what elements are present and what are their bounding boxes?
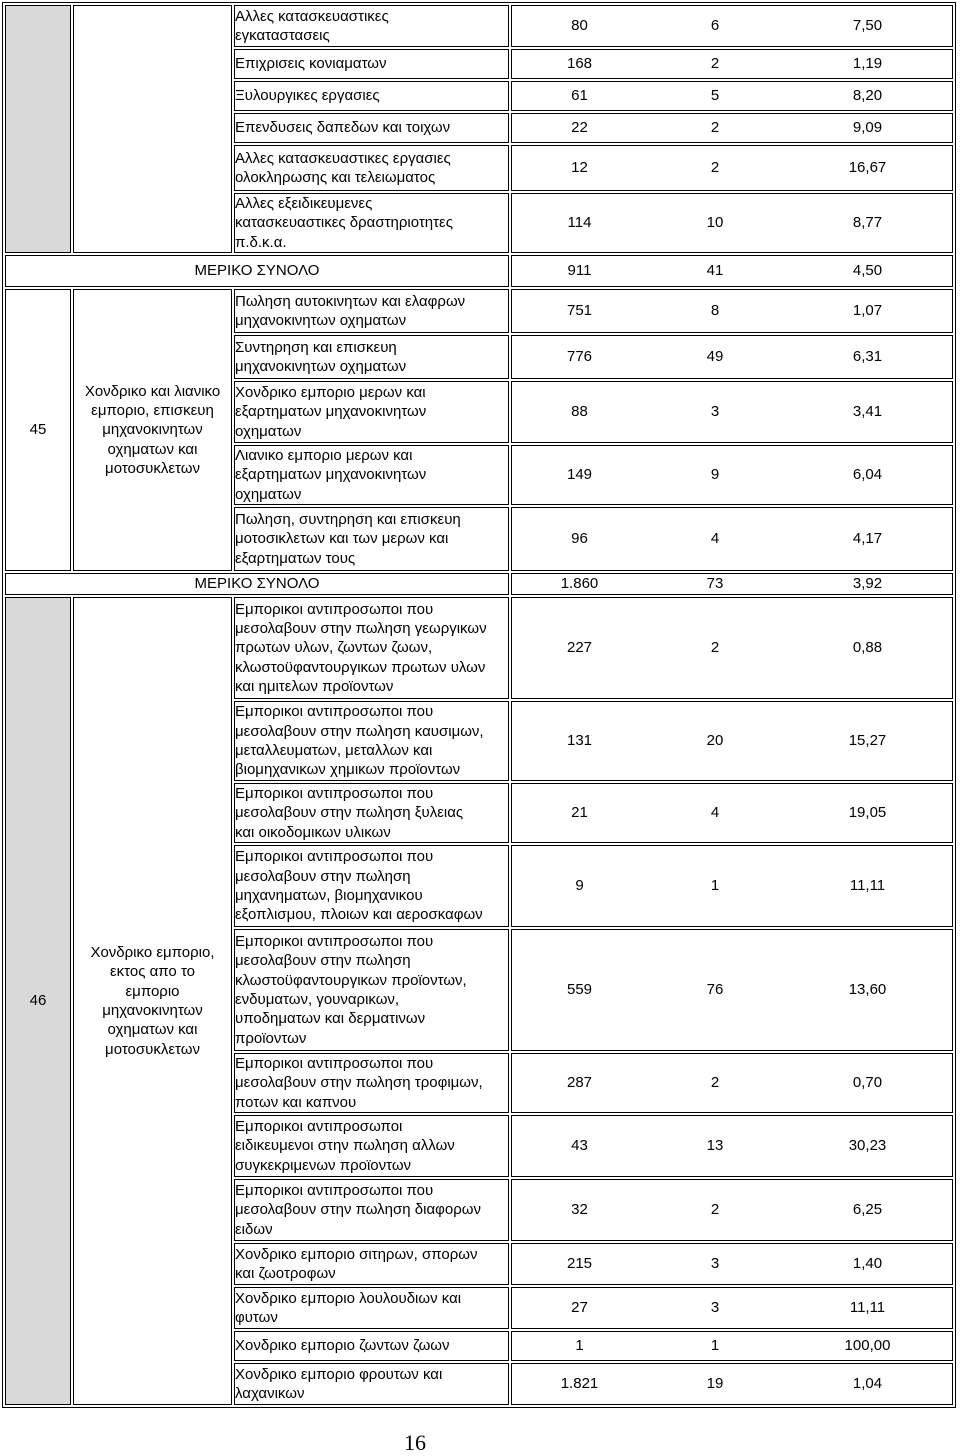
- value-cell: 1.860: [560, 575, 599, 593]
- value-cell: 149: [566, 466, 593, 484]
- section-category-cell: [73, 5, 232, 253]
- activity-description: Συντηρηση και επισκευη μηχανοκινητων οχηματων: [234, 335, 509, 379]
- row-values: [511, 1115, 953, 1177]
- activity-description: Εμπορικοι αντιπροσωποι που μεσολαβουν στην πωληση γεωργικων πρωτων υλων, ζωντων ζωων, κλωστοϋφαντουργικων πρωτων υλων και ημιτελων προϊοντων: [234, 597, 509, 699]
- activity-description: Εμπορικοι αντιπροσωποι που μεσολαβουν στην πωληση τροφιμων, ποτων και καπνου: [234, 1053, 509, 1113]
- row-values: [511, 1243, 953, 1285]
- activity-description: Επιχρισεις κονιαματων: [234, 49, 509, 79]
- value-cell: 131: [566, 732, 593, 750]
- value-cell: 2: [710, 1074, 720, 1092]
- value-cell: 1,04: [852, 1375, 883, 1393]
- activity-description: Εμπορικοι αντιπροσωποι που μεσολαβουν στην πωληση διαφορων ειδων: [234, 1179, 509, 1241]
- activity-description: Χονδρικο εμποριο μερων και εξαρτηματων μηχανοκινητων οχηματων: [234, 381, 509, 443]
- activity-description: Αλλες κατασκευαστικες εργασιες ολοκληρωσης και τελειωματος: [234, 145, 509, 191]
- value-cell: 16,67: [848, 159, 887, 177]
- activity-description: Χονδρικο εμποριο σιτηρων, σπορων και ζωοτροφων: [234, 1243, 509, 1285]
- value-cell: 80: [571, 17, 588, 35]
- value-cell: 911: [567, 262, 592, 280]
- value-cell: 4: [710, 804, 720, 822]
- value-cell: 73: [706, 575, 724, 593]
- row-values: [511, 445, 953, 505]
- value-cell: 3: [710, 1255, 720, 1273]
- activity-description: Εμπορικοι αντιπροσωποι που μεσολαβουν στην πωληση κλωστοϋφαντουργικων προϊοντων, ενδυματων, γουναρικων, υποδηματων και δερματινων προϊοντων: [234, 929, 509, 1051]
- activity-description: Εμπορικοι αντιπροσωποι ειδικευμενοι στην πωληση αλλων συγκεκριμενων προϊοντων: [234, 1115, 509, 1177]
- value-cell: 1: [710, 1337, 720, 1355]
- table-row: [5, 5, 953, 47]
- value-cell: 0,70: [852, 1074, 883, 1092]
- section-code-cell: 46: [5, 597, 71, 1405]
- value-cell: 96: [571, 530, 588, 548]
- activity-description: Λιανικο εμποριο μερων και εξαρτηματων μηχανοκινητων οχηματων: [234, 445, 509, 505]
- value-cell: 21: [571, 804, 588, 822]
- activity-description: Χονδρικο εμποριο φρουτων και λαχανικων: [234, 1363, 509, 1405]
- subtotal-row: [5, 573, 953, 595]
- value-cell: 1: [575, 1337, 584, 1355]
- value-cell: 22: [571, 119, 588, 137]
- row-values: [511, 5, 953, 47]
- section-category-cell: Χονδρικο εμποριο, εκτος απο το εμποριο μηχανοκινητων οχηματων και μοτοσυκλετων: [73, 597, 232, 1405]
- value-cell: 4: [710, 530, 720, 548]
- value-cell: 3,92: [852, 575, 883, 593]
- value-cell: 61: [571, 87, 588, 105]
- value-cell: 1,07: [852, 302, 883, 320]
- table-row: [5, 289, 953, 333]
- value-cell: 5: [710, 87, 720, 105]
- value-cell: 20: [706, 732, 724, 750]
- value-cell: 114: [567, 214, 592, 232]
- activity-description: Πωληση, συντηρηση και επισκευη μοτοσικλετων και των μερων και εξαρτηματων τους: [234, 507, 509, 571]
- value-cell: 100,00: [844, 1337, 891, 1355]
- value-cell: 11,11: [849, 877, 886, 895]
- row-values: [511, 1053, 953, 1113]
- value-cell: 215: [566, 1255, 593, 1273]
- row-values: [511, 845, 953, 927]
- value-cell: 287: [566, 1074, 593, 1092]
- value-cell: 6,04: [852, 466, 883, 484]
- value-cell: 13,60: [848, 981, 887, 999]
- activity-description: Χονδρικο εμποριο λουλουδιων και φυτων: [234, 1287, 509, 1329]
- section-code-cell: 45: [5, 289, 71, 571]
- page-number: 16: [404, 1430, 426, 1455]
- value-cell: 32: [571, 1201, 588, 1219]
- value-cell: 2: [710, 639, 720, 657]
- value-cell: 49: [706, 348, 724, 366]
- value-cell: 27: [571, 1299, 588, 1317]
- value-cell: 43: [571, 1137, 588, 1155]
- subtotal-label: ΜΕΡΙΚΟ ΣΥΝΟΛΟ: [5, 255, 509, 287]
- value-cell: 7,50: [852, 17, 883, 35]
- row-values: [511, 507, 953, 571]
- value-cell: 3,41: [852, 403, 883, 421]
- row-values: [511, 113, 953, 143]
- row-values: [511, 597, 953, 699]
- activity-description: Αλλες εξειδικευμενες κατασκευαστικες δραστηριοτητες π.δ.κ.α.: [234, 193, 509, 253]
- value-cell: 3: [710, 1299, 720, 1317]
- subtotal-values: [511, 573, 953, 595]
- subtotal-label: ΜΕΡΙΚΟ ΣΥΝΟΛΟ: [5, 573, 509, 595]
- value-cell: 3: [710, 403, 720, 421]
- activity-description: Ξυλουργικες εργασιες: [234, 81, 509, 111]
- value-cell: 6: [710, 17, 720, 35]
- value-cell: 11,11: [849, 1299, 886, 1317]
- activity-description: Εμπορικοι αντιπροσωποι που μεσολαβουν στην πωληση καυσιμων, μεταλλευματων, μεταλλων και βιομηχανικων χημικων προϊοντων: [234, 701, 509, 781]
- activity-description: Χονδρικο εμποριο ζωντων ζωων: [234, 1331, 509, 1361]
- value-cell: 76: [706, 981, 724, 999]
- value-cell: 13: [706, 1137, 724, 1155]
- value-cell: 751: [566, 302, 593, 320]
- value-cell: 41: [706, 262, 724, 280]
- value-cell: 9,09: [852, 119, 883, 137]
- row-values: [511, 701, 953, 781]
- value-cell: 30,23: [848, 1137, 887, 1155]
- value-cell: 4,17: [852, 530, 883, 548]
- activity-description: Αλλες κατασκευαστικες εγκαταστασεις: [234, 5, 509, 47]
- value-cell: 168: [566, 55, 593, 73]
- subtotal-values: [511, 255, 953, 287]
- row-values: [511, 1179, 953, 1241]
- section-category-cell: Χονδρικο και λιανικο εμποριο, επισκευη μηχανοκινητων οχηματων και μοτοσυκλετων: [73, 289, 232, 571]
- row-values: [511, 49, 953, 79]
- value-cell: 9: [575, 877, 584, 895]
- value-cell: 88: [571, 403, 588, 421]
- value-cell: 2: [710, 1201, 720, 1219]
- value-cell: 4,50: [852, 262, 883, 280]
- table-row: [5, 597, 953, 699]
- row-values: [511, 289, 953, 333]
- value-cell: 1,19: [852, 55, 883, 73]
- value-cell: 1: [710, 877, 720, 895]
- activity-description: Επενδυσεις δαπεδων και τοιχων: [234, 113, 509, 143]
- row-values: [511, 81, 953, 111]
- value-cell: 12: [571, 159, 588, 177]
- value-cell: 0,88: [852, 639, 883, 657]
- row-values: [511, 381, 953, 443]
- subtotal-row: [5, 255, 953, 287]
- value-cell: 1,40: [852, 1255, 883, 1273]
- value-cell: 2: [710, 119, 720, 137]
- value-cell: 15,27: [848, 732, 887, 750]
- section-code-cell: [5, 5, 71, 253]
- row-values: [511, 1331, 953, 1361]
- value-cell: 2: [710, 55, 720, 73]
- value-cell: 776: [566, 348, 593, 366]
- value-cell: 9: [710, 466, 720, 484]
- value-cell: 19,05: [848, 804, 887, 822]
- value-cell: 2: [710, 159, 720, 177]
- value-cell: 8,77: [852, 214, 883, 232]
- activity-description: Εμπορικοι αντιπροσωποι που μεσολαβουν στην πωληση ξυλειας και οικοδομικων υλικων: [234, 783, 509, 843]
- value-cell: 6,31: [852, 348, 883, 366]
- value-cell: 559: [566, 981, 593, 999]
- value-cell: 227: [566, 639, 593, 657]
- value-cell: 19: [706, 1375, 724, 1393]
- value-cell: 8,20: [852, 87, 883, 105]
- row-values: [511, 1287, 953, 1329]
- row-values: [511, 929, 953, 1051]
- activity-description: Πωληση αυτοκινητων και ελαφρων μηχανοκινητων οχηματων: [234, 289, 509, 333]
- row-values: [511, 145, 953, 191]
- statistics-table: [2, 2, 956, 1408]
- row-values: [511, 193, 953, 253]
- row-values: [511, 1363, 953, 1405]
- value-cell: 1.821: [560, 1375, 599, 1393]
- value-cell: 10: [706, 214, 724, 232]
- activity-description: Εμπορικοι αντιπροσωποι που μεσολαβουν στην πωληση μηχανηματων, βιομηχανικου εξοπλισμου, πλοιων και αεροσκαφων: [234, 845, 509, 927]
- row-values: [511, 783, 953, 843]
- value-cell: 6,25: [852, 1201, 883, 1219]
- row-values: [511, 335, 953, 379]
- value-cell: 8: [710, 302, 720, 320]
